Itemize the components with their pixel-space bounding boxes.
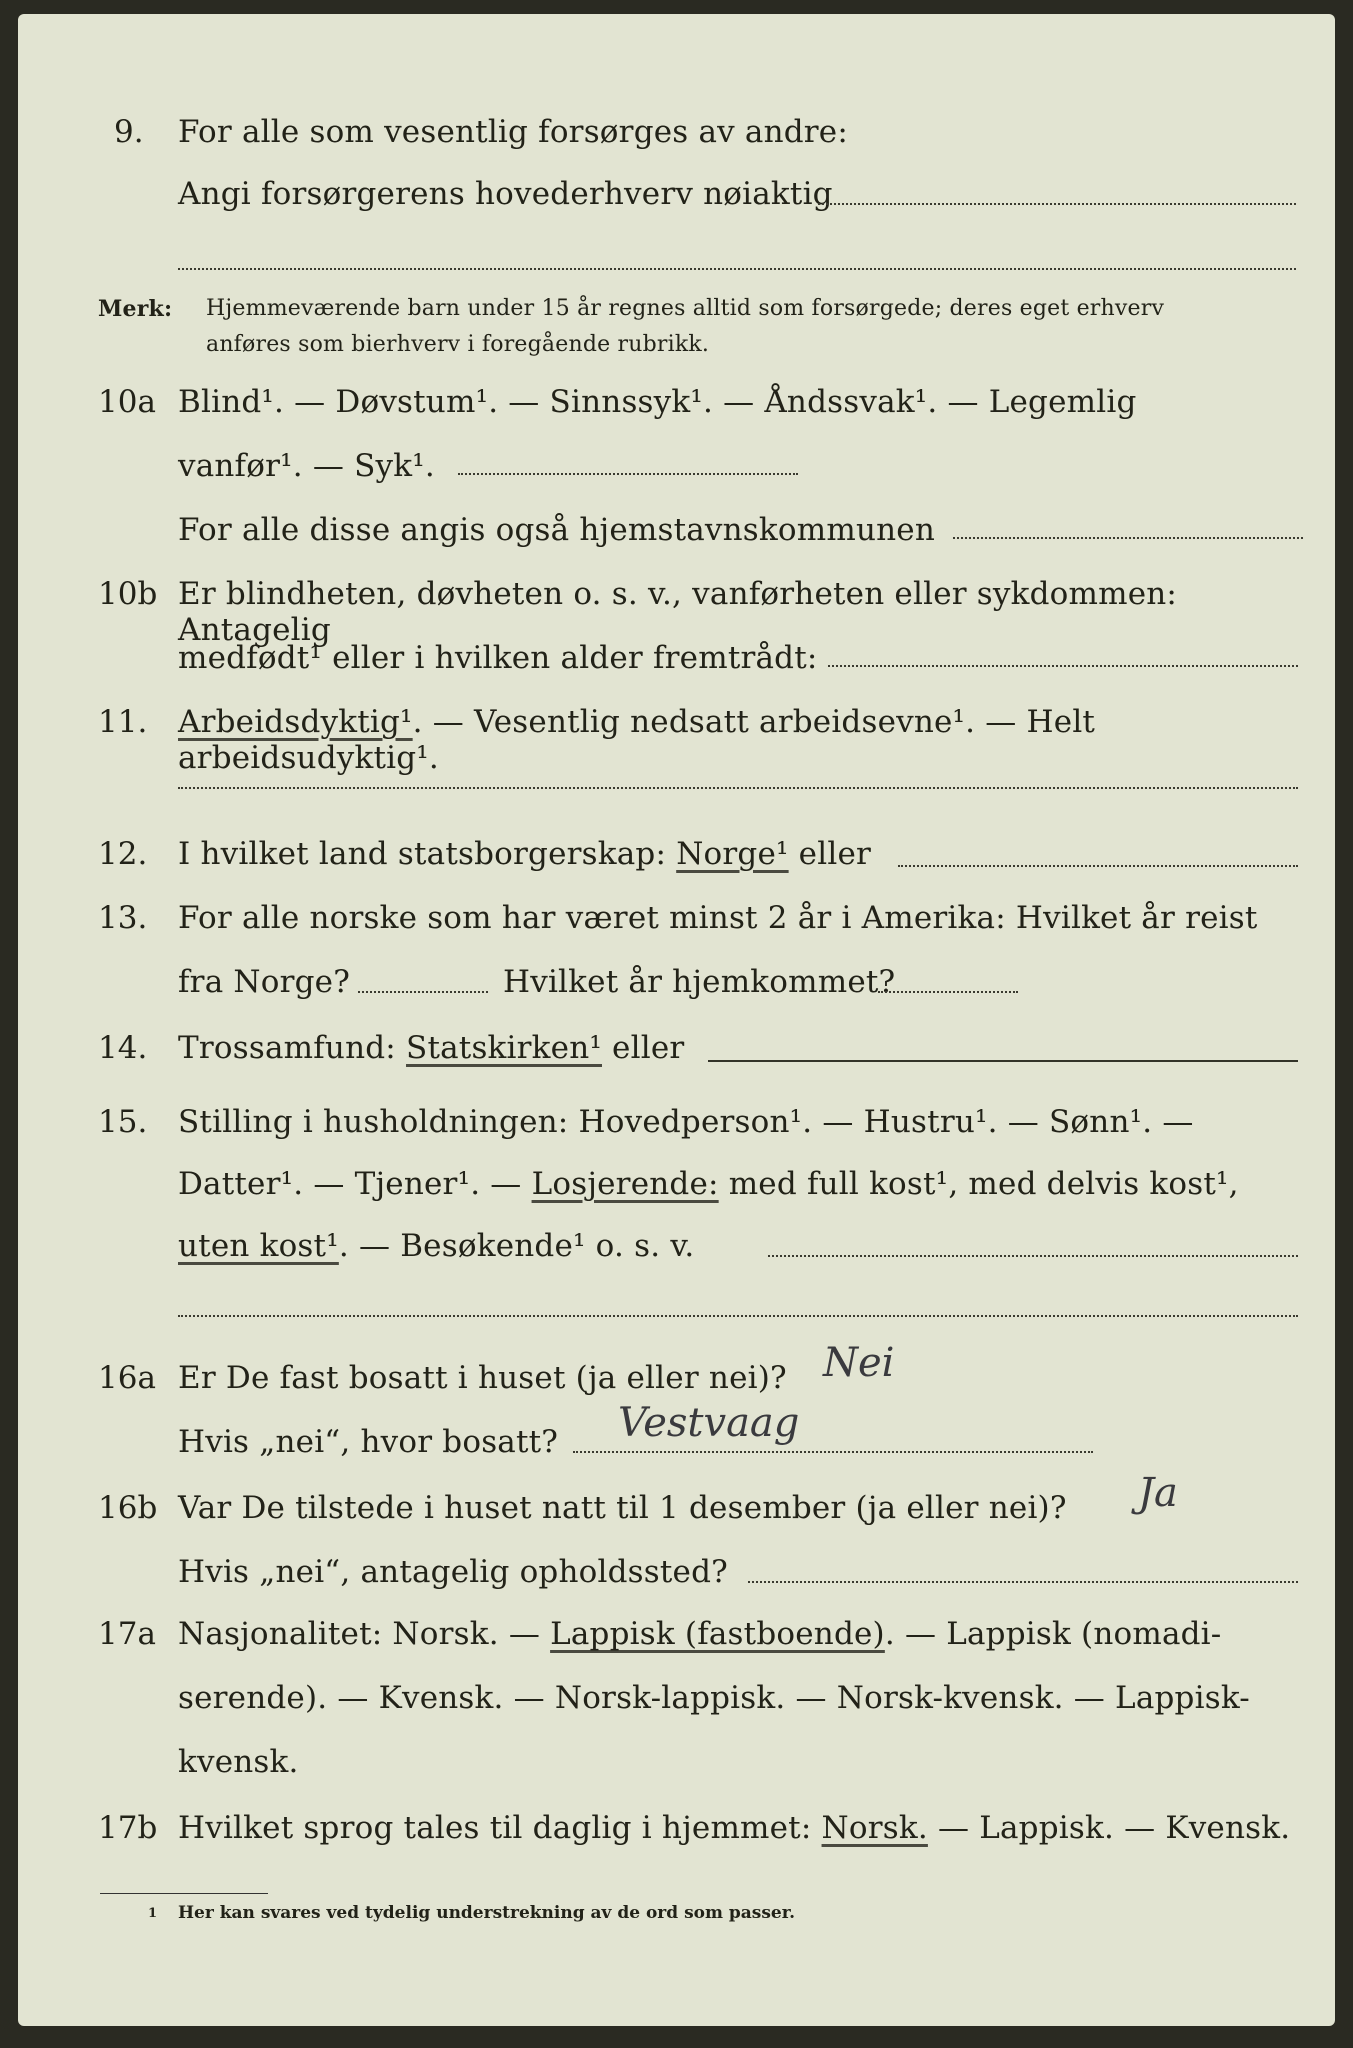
q10a-hjemstavn-field[interactable] xyxy=(953,537,1303,539)
q9-answer-field-2[interactable] xyxy=(178,268,1296,270)
q15-losjerende-option[interactable]: Losjerende: xyxy=(531,1166,719,1202)
q17b-norsk-option[interactable]: Norsk. xyxy=(821,1810,928,1846)
q12-line xyxy=(178,836,871,872)
q11-line xyxy=(178,704,1335,776)
q16a-handwritten-bosatt: Vestvaag xyxy=(618,1400,800,1446)
q15-line1: Stilling i husholdningen: Hovedperson¹. — Hustru¹. — Sønn¹. — xyxy=(178,1104,1194,1140)
q15-answer-field-2[interactable] xyxy=(178,1315,1298,1317)
q10a-line1: Blind¹. — Døvstum¹. — Sinnssyk¹. — Åndssvak¹. — Legemlig xyxy=(178,384,1137,420)
q15-line3b: . — Besøkende¹ o. s. v. xyxy=(338,1228,695,1264)
q16a-handwritten-answer: Nei xyxy=(823,1340,895,1386)
q13-hjemkommet-field[interactable] xyxy=(878,991,1018,993)
q16b-number: 16b xyxy=(98,1490,158,1526)
footnote-text: Her kan svares ved tydelig understrekning av de ord som passer. xyxy=(178,1903,796,1923)
q11-number: 11. xyxy=(98,704,148,740)
q10b-answer-field[interactable] xyxy=(828,665,1298,667)
merk-label: Merk: xyxy=(98,296,173,322)
q14-number: 14. xyxy=(98,1030,148,1066)
q11-answer-field[interactable] xyxy=(178,787,1298,789)
merk-line1: Hjemmeværende barn under 15 år regnes alltid som forsørgede; deres eget erhverv xyxy=(206,296,1165,321)
census-form-page xyxy=(18,14,1335,2026)
q15-line2c: med full kost¹, med delvis kost¹, xyxy=(718,1166,1239,1202)
q12-number: 12. xyxy=(98,836,148,872)
q12-label: I hvilket land statsborgerskap: xyxy=(178,836,677,872)
q15-line2a: Datter¹. — Tjener¹. — xyxy=(178,1166,532,1202)
q17a-lappisk-fastboende-option[interactable]: Lappisk (fastboende) xyxy=(550,1616,885,1652)
q10a-number: 10a xyxy=(98,384,156,420)
q10a-line2: vanfør¹. — Syk¹. xyxy=(178,448,435,484)
q13-line2b: Hvilket år hjemkommet? xyxy=(503,964,896,1000)
q17a-line1c: . — Lappisk (nomadi- xyxy=(884,1616,1222,1652)
q12-norge-option[interactable]: Norge¹ xyxy=(676,836,789,872)
q12-answer-field[interactable] xyxy=(898,865,1298,867)
q17b-number: 17b xyxy=(98,1810,158,1846)
q16b-line1: Var De tilstede i huset natt til 1 desember (ja eller nei)? xyxy=(178,1490,1067,1526)
q14-line xyxy=(178,1030,684,1066)
q15-line3 xyxy=(178,1228,694,1264)
q14-label: Trossamfund: xyxy=(178,1030,407,1066)
q17a-number: 17a xyxy=(98,1616,156,1652)
q9-line2: Angi forsørgerens hovederhverv nøiaktig xyxy=(178,176,833,212)
q14-statskirken-option[interactable]: Statskirken¹ xyxy=(406,1030,602,1066)
q12-eller: eller xyxy=(788,836,872,872)
q16a-line2: Hvis „nei“, hvor bosatt? xyxy=(178,1424,559,1460)
q15-number: 15. xyxy=(98,1104,148,1140)
q16a-line1: Er De fast bosatt i huset (ja eller nei)? xyxy=(178,1360,787,1396)
q14-answer-field[interactable] xyxy=(708,1060,1298,1062)
q13-number: 13. xyxy=(98,900,148,936)
q15-uten-kost-option[interactable]: uten kost¹ xyxy=(178,1228,339,1264)
q17b-label: Hvilket sprog tales til daglig i hjemmet: xyxy=(178,1810,822,1846)
q11-arbeidsdyktig-option[interactable]: Arbeidsdyktig¹ xyxy=(178,704,413,740)
q17a-line2: serende). — Kvensk. — Norsk-lappisk. — Norsk-kvensk. — Lappisk- xyxy=(178,1680,1250,1716)
merk-line2: anføres som bierhverv i foregående rubrikk. xyxy=(206,332,710,357)
q17a-line1a: Nasjonalitet: Norsk. — xyxy=(178,1616,551,1652)
q16b-opholdssted-field[interactable] xyxy=(748,1581,1298,1583)
q16a-bosatt-field[interactable] xyxy=(573,1451,1093,1453)
footnote-mark: 1 xyxy=(148,1906,158,1921)
q9-line1: For alle som vesentlig forsørges av andre: xyxy=(178,114,848,150)
q16b-line2: Hvis „nei“, antagelig opholdssted? xyxy=(178,1554,728,1590)
q17a-line3: kvensk. xyxy=(178,1744,299,1780)
q11-other-options: . — Vesentlig nedsatt arbeidsevne¹. — Helt arbeidsudyktig¹. xyxy=(178,704,1096,776)
q16b-handwritten-answer: Ja xyxy=(1138,1470,1178,1516)
q17b-other-options: — Lappisk. — Kvensk. xyxy=(927,1810,1291,1846)
q13-line2a: fra Norge? xyxy=(178,964,351,1000)
q10b-number: 10b xyxy=(98,576,158,612)
q10b-line1: Er blindheten, døvheten o. s. v., vanførheten eller sykdommen: Antagelig xyxy=(178,576,1178,648)
q17a-line1 xyxy=(178,1616,1221,1652)
q9-answer-field[interactable] xyxy=(818,203,1296,205)
q10b-line2: medfødt¹ eller i hvilken alder fremtrådt: xyxy=(178,640,818,676)
q15-answer-field[interactable] xyxy=(768,1255,1298,1257)
q13-line1: For alle norske som har været minst 2 år i Amerika: Hvilket år reist xyxy=(178,900,1258,936)
q14-eller: eller xyxy=(602,1030,685,1066)
q13-reist-field[interactable] xyxy=(358,991,488,993)
q16a-number: 16a xyxy=(98,1360,156,1396)
q15-line2 xyxy=(178,1166,1239,1202)
q9-number: 9. xyxy=(114,114,144,150)
q17b-line xyxy=(178,1810,1290,1846)
footnote-rule xyxy=(100,1893,268,1894)
q10a-syk-field[interactable] xyxy=(458,473,798,475)
q10a-line3: For alle disse angis også hjemstavnskommunen xyxy=(178,512,935,548)
